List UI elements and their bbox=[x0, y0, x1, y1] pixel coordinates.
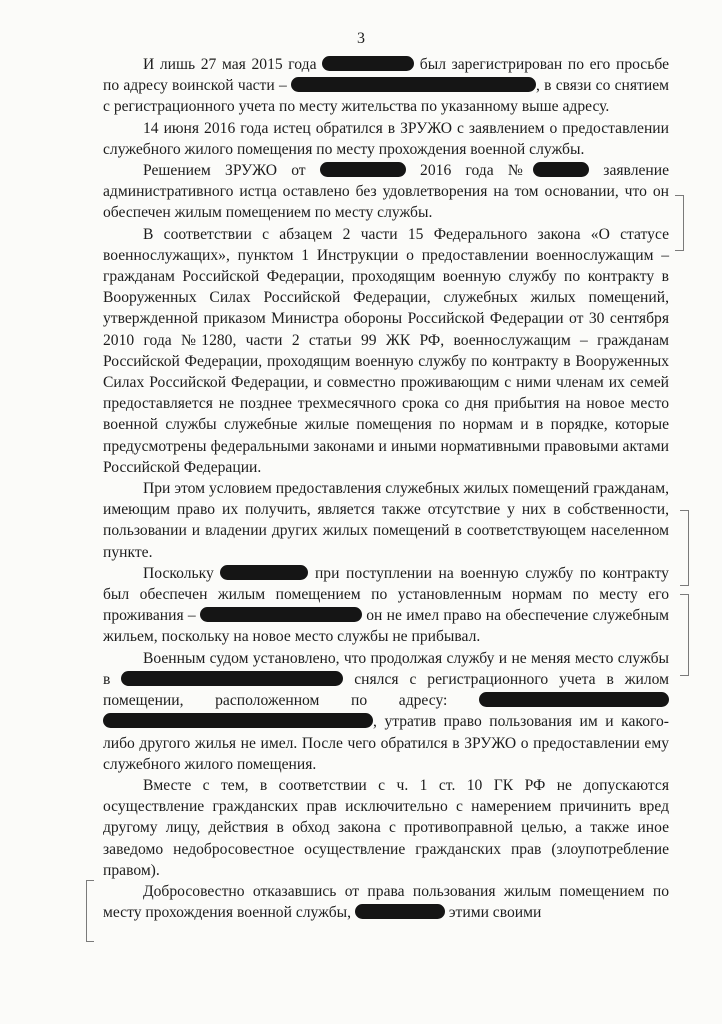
paragraph-text: Добросовестно отказавшись от права пользования жилым помещением по месту прохождения военной службы, bbox=[103, 882, 669, 922]
paragraph-text: При этом условием предоставления служебных жилых помещений гражданам, имеющим право их получить, является также отсутствие у них в собственности, пользовании и владении других жилых помещений в соответствующем населенном пункте. bbox=[103, 480, 669, 561]
paragraph-text: заявление административного истца оставлено без удовлетворения на том основании, что он обеспечен жилым помещением по месту службы. bbox=[103, 162, 670, 222]
paragraph-legal-basis bbox=[103, 224, 669, 478]
paragraph-text: , утратив право пользования им и какого-либо другого жилья не имел. После чего обратился в ЗРУЖО о предоставлении ему служебного жилого помещения. bbox=[103, 713, 669, 773]
margin-bracket bbox=[680, 594, 689, 676]
redaction-mark bbox=[322, 56, 414, 71]
redaction-mark bbox=[479, 692, 669, 707]
paragraph-text: этими своими bbox=[448, 904, 542, 922]
paragraph-application bbox=[103, 118, 669, 160]
paragraph-text: 14 июня 2016 года истец обратился в ЗРУЖО с заявлением о предоставлении служебного жилого помещения по месту прохождения военной службы. bbox=[103, 119, 669, 158]
redaction-mark bbox=[291, 77, 536, 92]
document-body bbox=[103, 54, 669, 923]
redaction-mark bbox=[200, 607, 362, 622]
paragraph-text: 2016 года № bbox=[420, 162, 534, 180]
margin-bracket bbox=[675, 195, 684, 251]
paragraph-text: Поскольку bbox=[143, 564, 214, 582]
redaction-mark bbox=[355, 904, 445, 919]
redaction-mark bbox=[121, 671, 343, 686]
paragraph-text: В соответствии с абзацем 2 части 15 Федерального закона «О статусе военнослужащих», пунктом 1 Инструкции о предоставлении военнослужащим – гражданам Российской Федерации, проходящим военную службу по контракту в Вооруженных Силах Российской Федерации, служебных жилых помещений, утвержденной приказом Министра обороны Российской Федерации от 30 сентября 2010 года №1280, части 2 статьи 99 ЖК РФ, военнослужащим – гражданам Российской Федерации, проходящим военную службу по контракту в Вооруженных Силах Российской Федерации, и совместно проживающим с ними членам их семей предоставляется не позднее трехмесячного срока со дня прибытия на новое место военной службы служебные жилые помещения по нормам и в порядке, которые предусмотрены федеральными законами и иными нормативными правовыми актами Российской Федерации. bbox=[103, 225, 669, 476]
paragraph-text: снялся с регистрационного учета в жилом помещении, расположенном по адресу: bbox=[103, 670, 670, 710]
margin-bracket bbox=[680, 510, 689, 586]
paragraph-court-finding bbox=[103, 648, 669, 775]
paragraph-condition bbox=[103, 478, 669, 563]
redaction-mark bbox=[220, 565, 308, 580]
paragraph-civil-code bbox=[103, 775, 669, 881]
paragraph-registration bbox=[103, 54, 669, 118]
margin-bracket bbox=[86, 880, 94, 942]
paragraph-waiver bbox=[103, 881, 669, 923]
paragraph-text: Вместе с тем, в соответствии с ч. 1 ст. 10 ГК РФ не допускаются осуществление гражданских прав исключительно с намерением причинить вред другому лицу, действия в обход закона с противоправной целью, а также иное заведомо недобросовестное осуществление гражданских прав (злоупотребление правом). bbox=[103, 776, 669, 879]
paragraph-housing-provided bbox=[103, 563, 669, 648]
paragraph-text: Военным судом установлено, что продолжая службу и не меняя место службы в bbox=[103, 649, 669, 688]
redaction-mark bbox=[533, 162, 589, 177]
paragraph-text: был зарегистрирован по его просьбе по адресу воинской части – bbox=[103, 56, 669, 95]
paragraph-decision bbox=[103, 160, 669, 224]
paragraph-text: он не имел право на обеспечение служебным жильем, поскольку на новое место службы не прибывал. bbox=[103, 607, 670, 646]
page-number: 3 bbox=[357, 30, 365, 47]
redaction-mark bbox=[320, 162, 406, 177]
paragraph-text: Решением ЗРУЖО от bbox=[143, 162, 306, 180]
paragraph-text: И лишь 27 мая 2015 года bbox=[143, 56, 317, 73]
paragraph-text: при поступлении на военную службу по контракту был обеспечен жилым помещением по установленным нормам по месту его проживания – bbox=[103, 564, 669, 625]
redaction-mark bbox=[103, 713, 373, 728]
paragraph-text: , в связи со снятием с регистрационного учета по месту жительства по указанному выше адресу. bbox=[103, 77, 669, 116]
